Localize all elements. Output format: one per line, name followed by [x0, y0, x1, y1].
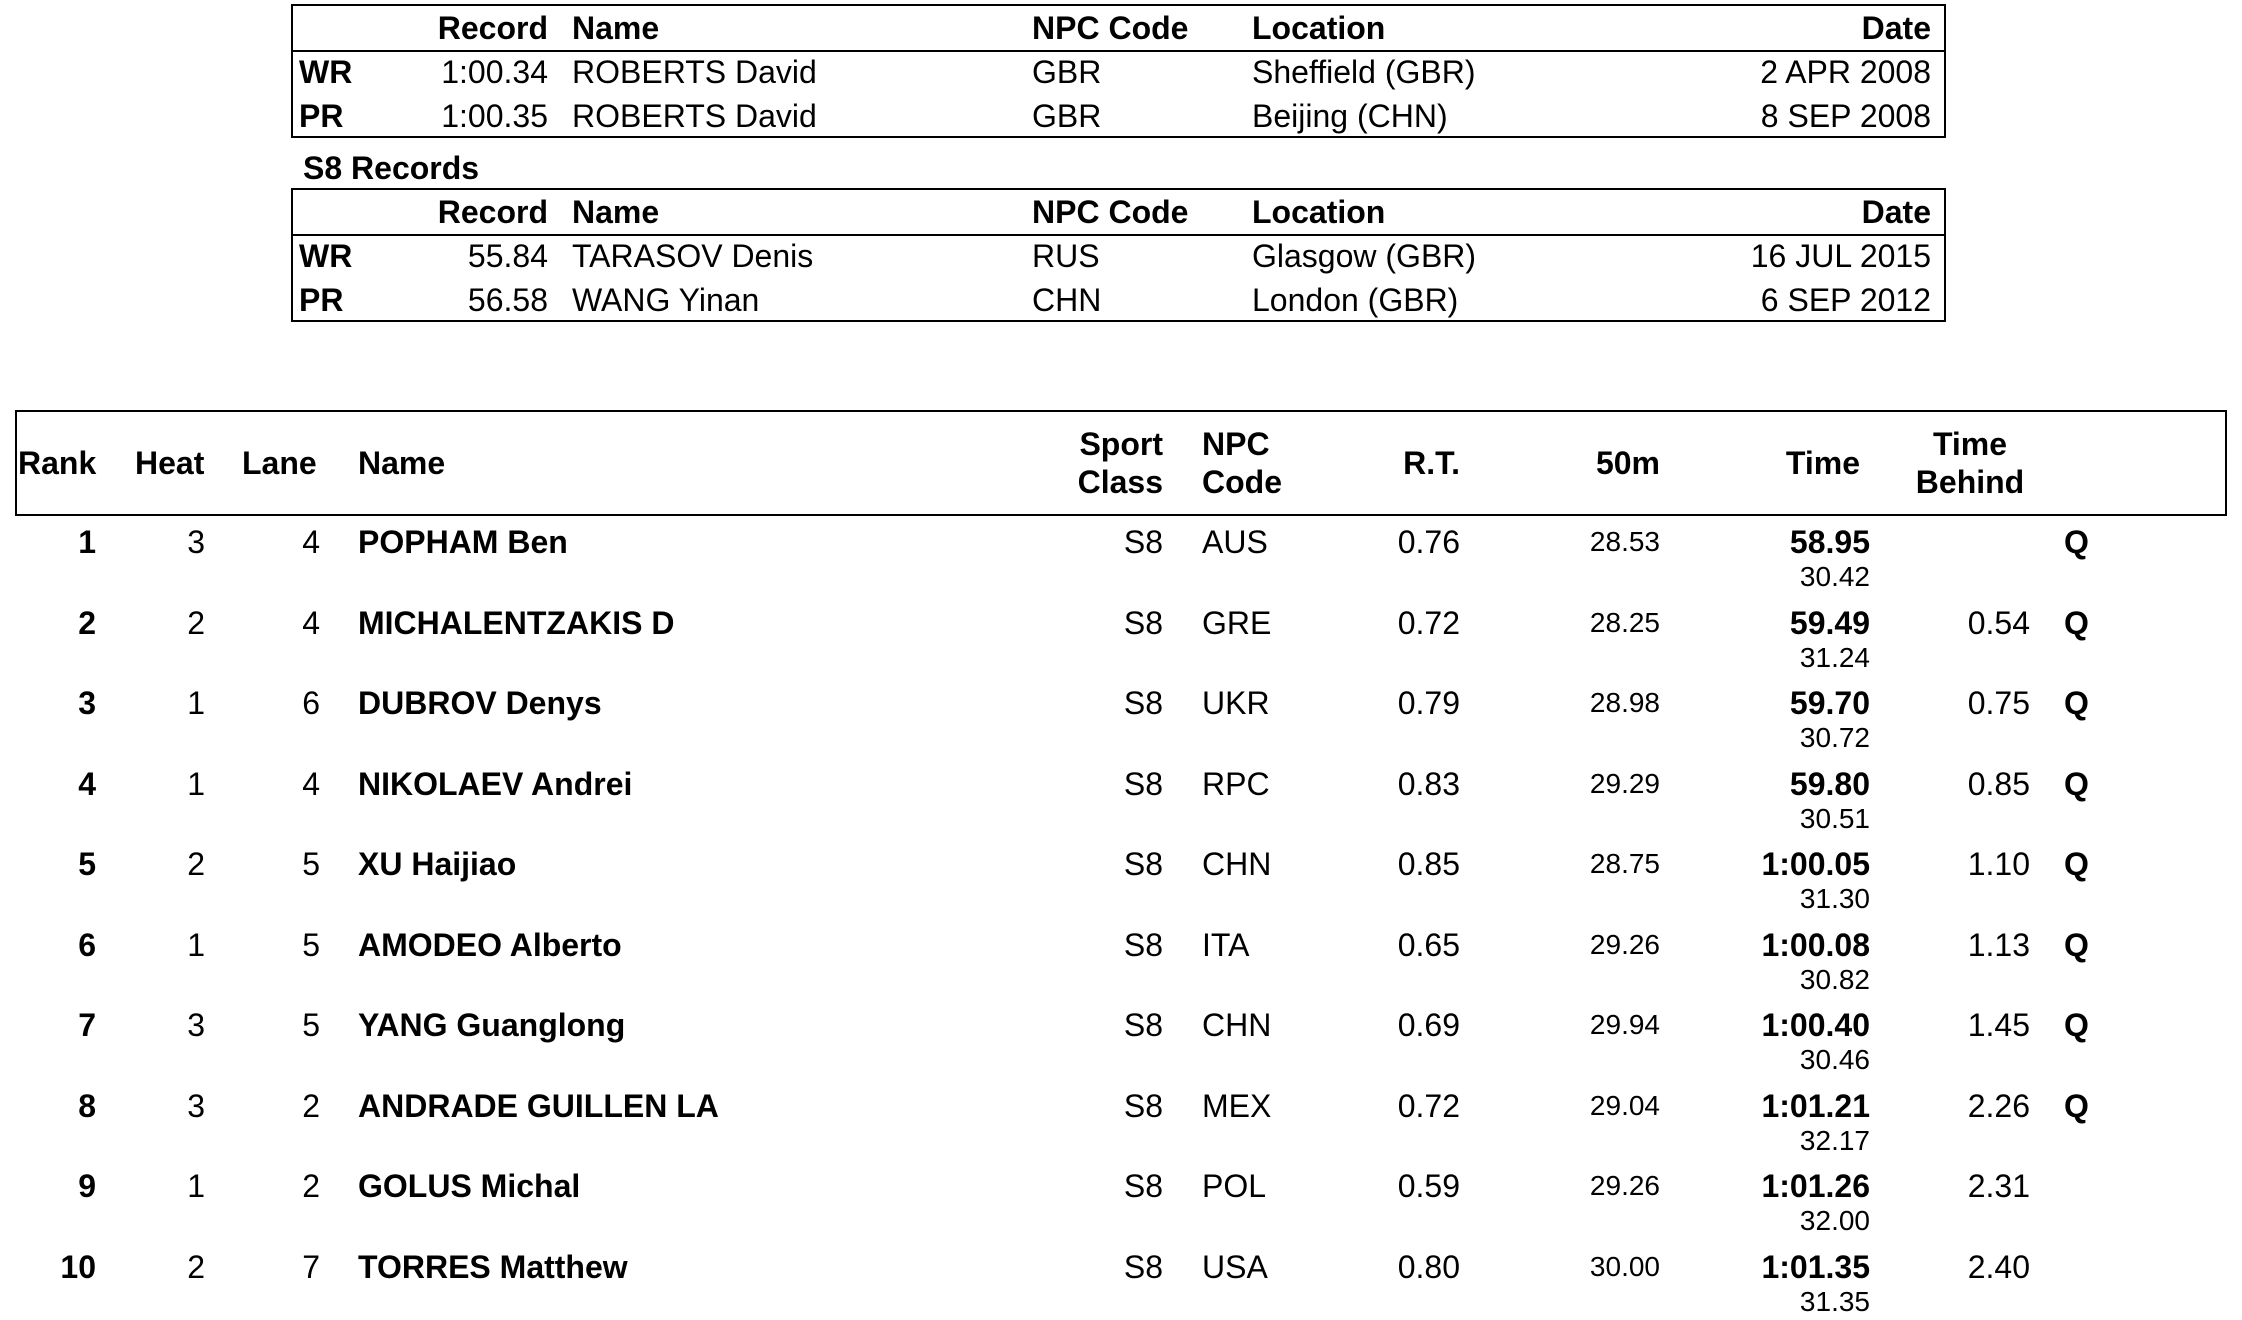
qualified-flag: Q: [2064, 766, 2089, 802]
split-50m-cell: 29.26: [1589, 1170, 1660, 1201]
s8-records-title: S8 Records: [303, 150, 480, 186]
final-time-cell: 1:00.08: [1761, 927, 1870, 963]
record-npc: CHN: [1032, 282, 1102, 318]
sport-class-cell: S8: [1123, 524, 1163, 560]
heat-cell: 2: [187, 605, 205, 641]
col-header-record: Record: [437, 10, 548, 46]
rank-cell: 6: [78, 927, 96, 963]
record-location: Sheffield (GBR): [1252, 54, 1476, 90]
final-time-cell: 59.49: [1789, 605, 1870, 641]
rank-cell: 7: [78, 1007, 96, 1043]
heat-cell: 1: [187, 1168, 205, 1204]
record-type: WR: [299, 238, 353, 274]
reaction-time-cell: 0.65: [1397, 927, 1460, 963]
final-time-cell: 1:00.40: [1761, 1007, 1870, 1043]
split-100m-cell: 30.72: [1799, 722, 1870, 753]
split-50m-cell: 29.29: [1589, 768, 1660, 799]
record-type: WR: [299, 54, 353, 90]
sport-class-cell: S8: [1123, 1168, 1163, 1204]
split-100m-cell: 31.30: [1799, 883, 1870, 914]
record-holder-name: ROBERTS David: [572, 54, 817, 90]
header-lane: Lane: [242, 445, 317, 481]
time-behind-cell: 0.75: [1967, 685, 2030, 721]
sport-class-cell: S8: [1123, 685, 1163, 721]
split-100m-cell: 31.24: [1799, 642, 1870, 673]
record-holder-name: TARASOV Denis: [572, 238, 814, 274]
heat-cell: 2: [187, 1249, 205, 1285]
lane-cell: 5: [302, 1007, 320, 1043]
records-header-divider: [293, 234, 1944, 236]
reaction-time-cell: 0.69: [1397, 1007, 1460, 1043]
final-time-cell: 1:01.21: [1761, 1088, 1870, 1124]
split-100m-cell: 30.46: [1799, 1044, 1870, 1075]
heat-cell: 3: [187, 1007, 205, 1043]
reaction-time-cell: 0.85: [1397, 846, 1460, 882]
qualified-flag: Q: [2064, 524, 2089, 560]
col-header-date: Date: [1861, 194, 1931, 230]
col-header-npc: NPC Code: [1032, 194, 1189, 230]
lane-cell: 4: [302, 524, 320, 560]
time-behind-cell: 2.40: [1967, 1249, 2030, 1285]
final-time-cell: 58.95: [1789, 524, 1870, 560]
split-100m-cell: 31.35: [1799, 1286, 1870, 1317]
athlete-name: DUBROV Denys: [358, 685, 602, 721]
reaction-time-cell: 0.72: [1397, 605, 1460, 641]
rank-cell: 9: [78, 1168, 96, 1204]
final-time-cell: 59.80: [1789, 766, 1870, 802]
record-date: 2 APR 2008: [1760, 54, 1931, 90]
lane-cell: 4: [302, 766, 320, 802]
time-behind-cell: 1.45: [1967, 1007, 2030, 1043]
record-npc: RUS: [1032, 238, 1100, 274]
athlete-name: XU Haijiao: [358, 846, 517, 882]
col-header-location: Location: [1252, 10, 1386, 46]
col-header-record: Record: [437, 194, 548, 230]
record-location: Glasgow (GBR): [1252, 238, 1477, 274]
split-50m-cell: 29.94: [1589, 1009, 1660, 1040]
col-header-name: Name: [572, 10, 660, 46]
heat-cell: 1: [187, 927, 205, 963]
record-time: 1:00.34: [441, 54, 548, 90]
sport-class-cell: S8: [1123, 605, 1163, 641]
npc-code-cell: ITA: [1202, 927, 1250, 963]
rank-cell: 10: [60, 1249, 96, 1285]
split-50m-cell: 29.04: [1589, 1090, 1660, 1121]
header-time-behind-1: Time: [1932, 426, 2008, 462]
lane-cell: 6: [302, 685, 320, 721]
sport-class-cell: S8: [1123, 1088, 1163, 1124]
sport-class-cell: S8: [1123, 846, 1163, 882]
split-100m-cell: 32.17: [1799, 1125, 1870, 1156]
heat-cell: 1: [187, 766, 205, 802]
record-time: 56.58: [467, 282, 548, 318]
split-50m-cell: 28.53: [1589, 526, 1660, 557]
lane-cell: 7: [302, 1249, 320, 1285]
qualified-flag: Q: [2064, 1007, 2089, 1043]
col-header-npc: NPC Code: [1032, 10, 1189, 46]
split-100m-cell: 30.51: [1799, 803, 1870, 834]
header-sport-class-1: Sport: [1079, 426, 1163, 462]
header-rank: Rank: [18, 445, 97, 481]
sport-class-cell: S8: [1123, 766, 1163, 802]
split-50m-cell: 28.25: [1589, 607, 1660, 638]
npc-code-cell: POL: [1202, 1168, 1267, 1204]
record-type: PR: [299, 282, 344, 318]
header-reaction-time: R.T.: [1403, 445, 1460, 481]
record-date: 16 JUL 2015: [1750, 238, 1931, 274]
lane-cell: 4: [302, 605, 320, 641]
split-100m-cell: 32.00: [1799, 1205, 1870, 1236]
header-split-50m: 50m: [1595, 445, 1660, 481]
record-location: Beijing (CHN): [1252, 98, 1448, 134]
npc-code-cell: CHN: [1202, 846, 1272, 882]
npc-code-cell: UKR: [1202, 685, 1270, 721]
time-behind-cell: 1.13: [1967, 927, 2030, 963]
header-sport-class-2: Class: [1077, 464, 1163, 500]
heat-cell: 1: [187, 685, 205, 721]
lane-cell: 2: [302, 1088, 320, 1124]
qualified-flag: Q: [2064, 846, 2089, 882]
split-100m-cell: 30.82: [1799, 964, 1870, 995]
heat-cell: 3: [187, 524, 205, 560]
record-npc: GBR: [1032, 98, 1102, 134]
athlete-name: AMODEO Alberto: [358, 927, 622, 963]
record-date: 6 SEP 2012: [1760, 282, 1931, 318]
record-time: 55.84: [467, 238, 548, 274]
athlete-name: TORRES Matthew: [358, 1249, 628, 1285]
split-50m-cell: 29.26: [1589, 929, 1660, 960]
reaction-time-cell: 0.72: [1397, 1088, 1460, 1124]
final-time-cell: 1:01.26: [1761, 1168, 1870, 1204]
npc-code-cell: USA: [1202, 1249, 1268, 1285]
header-time-behind-2: Behind: [1915, 464, 2025, 500]
records-header-divider: [293, 50, 1944, 52]
time-behind-cell: 2.31: [1967, 1168, 2030, 1204]
header-name: Name: [358, 445, 446, 481]
record-npc: GBR: [1032, 54, 1102, 90]
reaction-time-cell: 0.76: [1397, 524, 1460, 560]
time-behind-cell: 2.26: [1967, 1088, 2030, 1124]
header-npc-2: Code: [1202, 464, 1282, 500]
heat-cell: 2: [187, 846, 205, 882]
time-behind-cell: 0.85: [1967, 766, 2030, 802]
npc-code-cell: GRE: [1202, 605, 1272, 641]
rank-cell: 3: [78, 685, 96, 721]
athlete-name: MICHALENTZAKIS D: [358, 605, 675, 641]
npc-code-cell: RPC: [1202, 766, 1270, 802]
lane-cell: 5: [302, 927, 320, 963]
split-50m-cell: 28.75: [1589, 848, 1660, 879]
qualified-flag: Q: [2064, 605, 2089, 641]
rank-cell: 1: [78, 524, 96, 560]
final-time-cell: 59.70: [1789, 685, 1870, 721]
split-50m-cell: 30.00: [1589, 1251, 1660, 1282]
header-time: Time: [1785, 445, 1860, 481]
header-npc-1: NPC: [1202, 426, 1270, 462]
col-header-location: Location: [1252, 194, 1386, 230]
sport-class-cell: S8: [1123, 927, 1163, 963]
final-time-cell: 1:01.35: [1761, 1249, 1870, 1285]
qualified-flag: Q: [2064, 927, 2089, 963]
reaction-time-cell: 0.83: [1397, 766, 1460, 802]
col-header-name: Name: [572, 194, 660, 230]
npc-code-cell: AUS: [1202, 524, 1268, 560]
record-type: PR: [299, 98, 344, 134]
col-header-date: Date: [1861, 10, 1931, 46]
qualified-flag: Q: [2064, 1088, 2089, 1124]
heat-cell: 3: [187, 1088, 205, 1124]
split-100m-cell: 30.42: [1799, 561, 1870, 592]
rank-cell: 4: [78, 766, 96, 802]
npc-code-cell: MEX: [1202, 1088, 1272, 1124]
reaction-time-cell: 0.59: [1397, 1168, 1460, 1204]
lane-cell: 5: [302, 846, 320, 882]
lane-cell: 2: [302, 1168, 320, 1204]
athlete-name: POPHAM Ben: [358, 524, 568, 560]
header-heat: Heat: [135, 445, 205, 481]
record-time: 1:00.35: [441, 98, 548, 134]
record-holder-name: WANG Yinan: [572, 282, 760, 318]
record-holder-name: ROBERTS David: [572, 98, 817, 134]
sport-class-cell: S8: [1123, 1007, 1163, 1043]
qualified-flag: Q: [2064, 685, 2089, 721]
record-date: 8 SEP 2008: [1760, 98, 1931, 134]
final-time-cell: 1:00.05: [1761, 846, 1870, 882]
athlete-name: GOLUS Michal: [358, 1168, 581, 1204]
athlete-name: ANDRADE GUILLEN LA: [358, 1088, 719, 1124]
time-behind-cell: 1.10: [1967, 846, 2030, 882]
sport-class-cell: S8: [1123, 1249, 1163, 1285]
reaction-time-cell: 0.79: [1397, 685, 1460, 721]
npc-code-cell: CHN: [1202, 1007, 1272, 1043]
record-location: London (GBR): [1252, 282, 1459, 318]
rank-cell: 2: [78, 605, 96, 641]
time-behind-cell: 0.54: [1967, 605, 2030, 641]
rank-cell: 5: [78, 846, 96, 882]
rank-cell: 8: [78, 1088, 96, 1124]
reaction-time-cell: 0.80: [1397, 1249, 1460, 1285]
athlete-name: NIKOLAEV Andrei: [358, 766, 633, 802]
athlete-name: YANG Guanglong: [358, 1007, 626, 1043]
split-50m-cell: 28.98: [1589, 687, 1660, 718]
